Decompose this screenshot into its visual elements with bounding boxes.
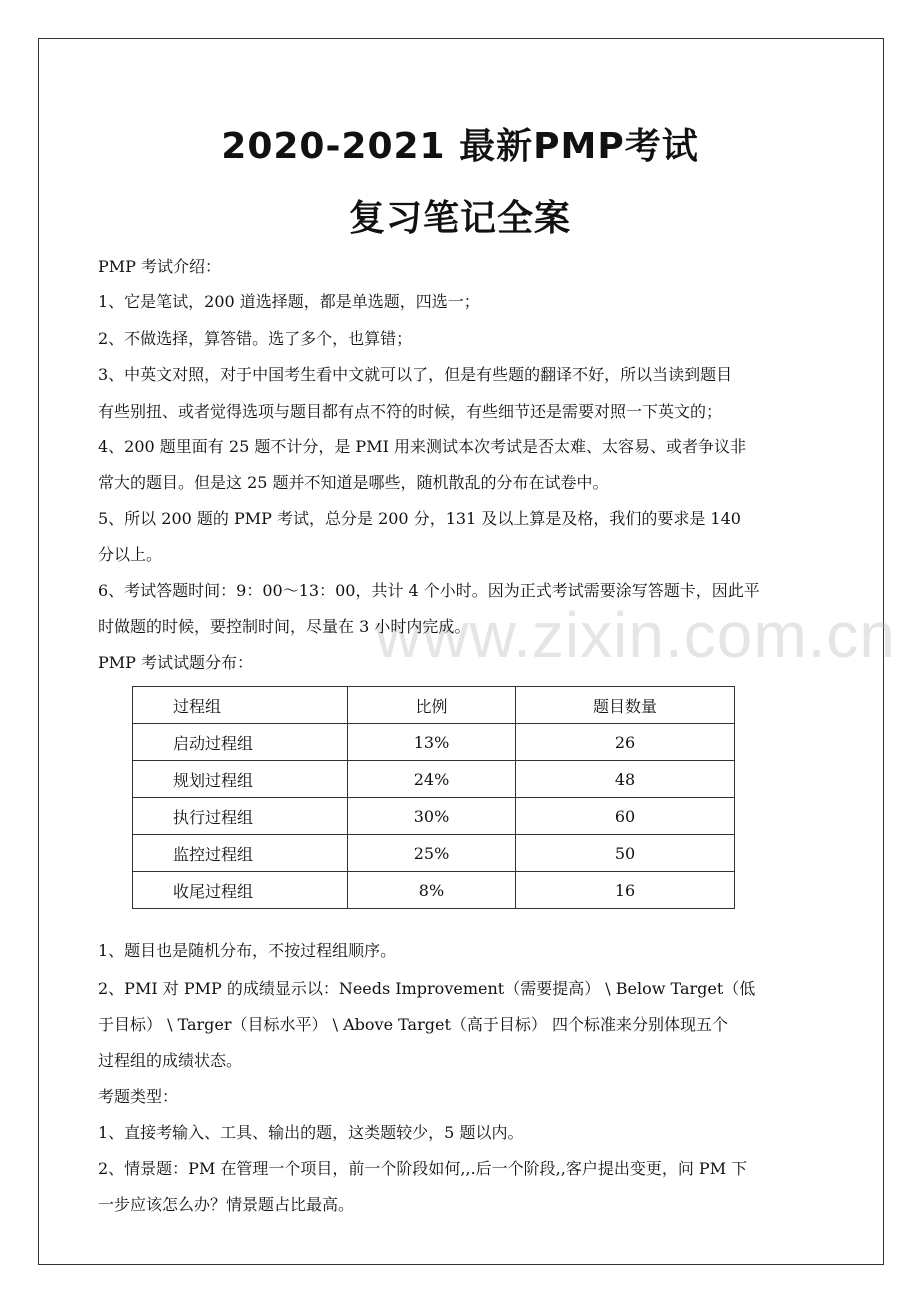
body-line: 2、PMI 对 PMP 的成绩显示以：Needs Improvement（需要提高） \ Below Target（低 xyxy=(98,979,756,998)
intro-line: 常大的题目。但是这 25 题并不知道是哪些，随机散乱的分布在试卷中。 xyxy=(98,473,609,492)
intro-line: PMP 考试介绍： xyxy=(98,257,222,276)
cell: 50 xyxy=(516,835,735,872)
body-line: 于目标） \ Targer（目标水平） \ Above Target（高于目标） 四个标准来分别体现五个 xyxy=(98,1015,728,1034)
intro-line: 4、200 题里面有 25 题不计分，是 PMI 用来测试本次考试是否太难、太容易、或者争议非 xyxy=(98,437,746,456)
table-row xyxy=(133,835,735,872)
header-cell: 比例 xyxy=(348,687,516,724)
table-row xyxy=(133,724,735,761)
intro-line: 1、它是笔试，200 道选择题，都是单选题，四选一； xyxy=(98,292,480,311)
body-line: 考题类型： xyxy=(98,1087,179,1106)
intro-line: 时做题的时候，要控制时间，尽量在 3 小时内完成。 xyxy=(98,617,471,636)
cell: 启动过程组 xyxy=(133,724,348,761)
body-line: 1、题目也是随机分布，不按过程组顺序。 xyxy=(98,941,397,960)
table-row xyxy=(133,872,735,909)
cell: 25% xyxy=(348,835,516,872)
watermark: www.zixin.com.cn xyxy=(375,599,896,671)
title-line-2: 复习笔记全案 xyxy=(348,198,571,239)
body-line: 2、情景题：PM 在管理一个项目，前一个阶段如何,,.后一个阶段,,客户提出变更，问 PM 下 xyxy=(98,1159,748,1178)
header-cell: 题目数量 xyxy=(516,687,735,724)
intro-line: 2、不做选择，算答错。选了多个，也算错； xyxy=(98,329,413,348)
intro-line: 5、所以 200 题的 PMP 考试，总分是 200 分，131 及以上算是及格，我们的要求是 140 xyxy=(98,509,741,528)
header-cell: 过程组 xyxy=(133,687,348,724)
cell: 60 xyxy=(516,798,735,835)
title-line-1: 2020-2021 最新PMP考试 xyxy=(221,126,699,167)
body-line: 1、直接考输入、工具、输出的题，这类题较少，5 题以内。 xyxy=(98,1123,524,1142)
table-header-row xyxy=(133,687,735,724)
cell: 48 xyxy=(516,761,735,798)
intro-line: 6、考试答题时间：9：00～13：00，共计 4 个小时。因为正式考试需要涂写答题卡，因此平 xyxy=(98,581,760,600)
table-row xyxy=(133,761,735,798)
cell: 监控过程组 xyxy=(133,835,348,872)
body-line: 过程组的成绩状态。 xyxy=(98,1051,243,1070)
cell: 26 xyxy=(516,724,735,761)
cell: 13% xyxy=(348,724,516,761)
body-line: 一步应该怎么办？情景题占比最高。 xyxy=(98,1195,355,1214)
intro-line: 3、中英文对照，对于中国考生看中文就可以了，但是有些题的翻译不好，所以当读到题目 xyxy=(98,365,733,384)
cell: 收尾过程组 xyxy=(133,872,348,909)
intro-line: 有些别扭、或者觉得选项与题目都有点不符的时候，有些细节还是需要对照一下英文的； xyxy=(98,402,723,421)
cell: 30% xyxy=(348,798,516,835)
intro-line: PMP 考试试题分布： xyxy=(98,653,254,672)
cell: 24% xyxy=(348,761,516,798)
cell: 执行过程组 xyxy=(133,798,348,835)
intro-line: 分以上。 xyxy=(98,545,163,564)
table-row xyxy=(133,798,735,835)
cell: 规划过程组 xyxy=(133,761,348,798)
cell: 16 xyxy=(516,872,735,909)
cell: 8% xyxy=(348,872,516,909)
distribution-table xyxy=(132,686,735,909)
